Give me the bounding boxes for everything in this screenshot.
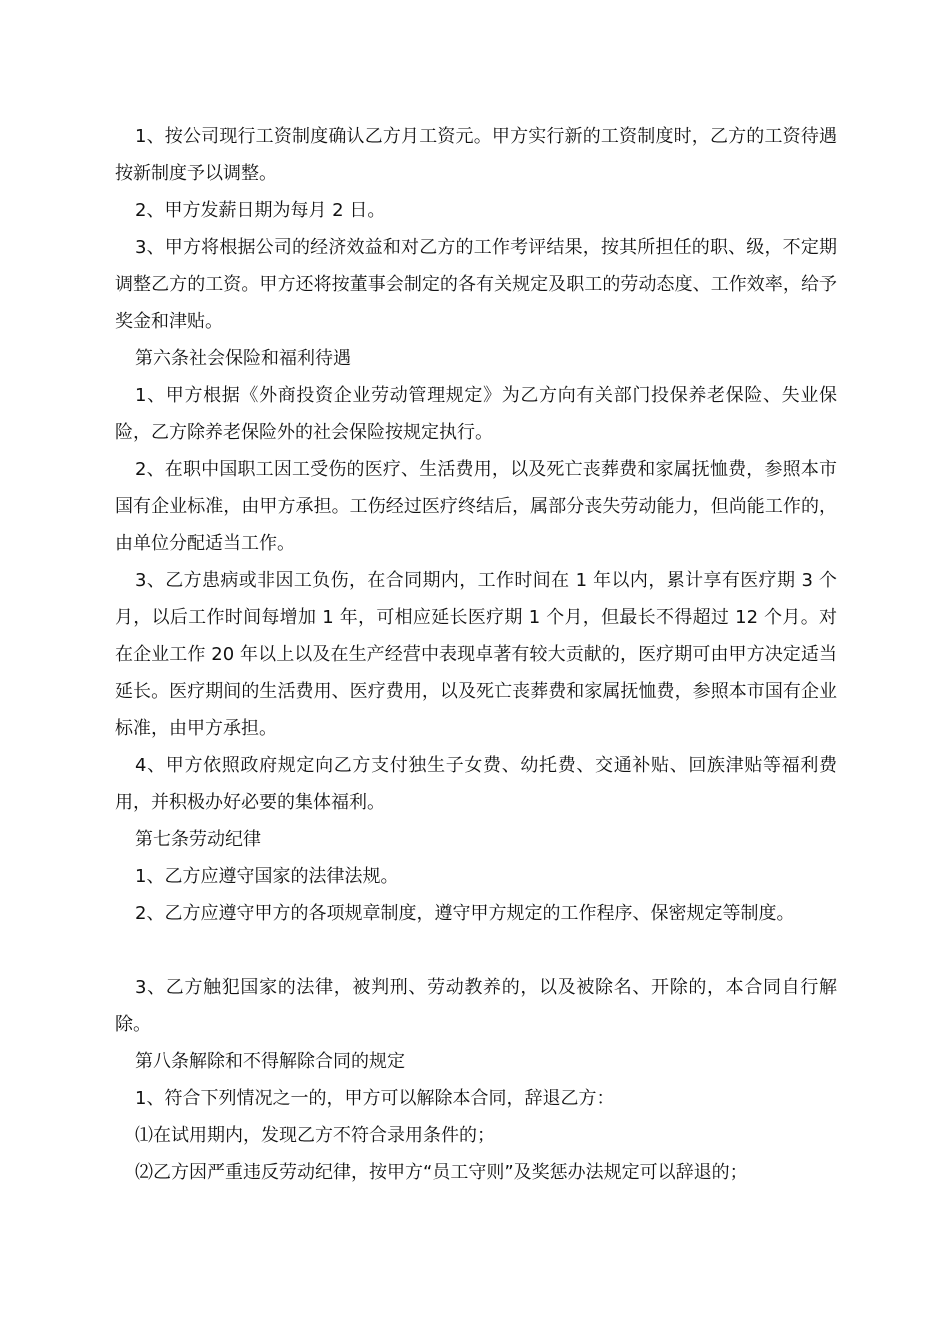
- heading-article-8: 第八条解除和不得解除合同的规定: [135, 1051, 405, 1072]
- paragraph-insurance: 1、甲方根据《外商投资企业劳动管理规定》为乙方向有关部门投保养老保险、失业保险，乙方除养老保险外的社会保险按规定执行。: [115, 385, 837, 443]
- blank-line: [115, 932, 837, 969]
- paragraph-pay-date: 2、甲方发薪日期为每月 2 日。: [135, 200, 386, 221]
- list-item-probation: ⑴在试用期内，发现乙方不符合录用条件的；: [135, 1125, 495, 1146]
- list-item-discipline: ⑵乙方因严重违反劳动纪律，按甲方“员工守则”及奖惩办法规定可以辞退的；: [135, 1162, 748, 1183]
- paragraph-sick-leave: 3、乙方患病或非因工负伤，在合同期内，工作时间在 1 年以内，累计享有医疗期 3 个月，以后工作时间每增加 1 年，可相应延长医疗期 1 个月，但最长不得超过 12 个月。对在企业工作 20 年以上以及在生产经营中表现卓著有较大贡献的，医疗期可由甲方决定适当延长。医疗期间的生活费用、医疗费用，以及死亡丧葬费和家属抚恤费，参照本市国有企业标准，由甲方承担。: [115, 570, 837, 739]
- heading-article-6: 第六条社会保险和福利待遇: [135, 348, 351, 369]
- paragraph-dismissal-conditions: 1、符合下列情况之一的，甲方可以解除本合同，辞退乙方：: [135, 1088, 615, 1109]
- paragraph-contract-termination-law: 3、乙方触犯国家的法律，被判刑、劳动教养的，以及被除名、开除的，本合同自行解除。: [115, 977, 837, 1035]
- paragraph-salary-adjustment: 3、甲方将根据公司的经济效益和对乙方的工作考评结果，按其所担任的职、级，不定期调整乙方的工资。甲方还将按董事会制定的各有关规定及职工的劳动态度、工作效率，给予奖金和津贴。: [115, 237, 837, 332]
- paragraph-salary-confirmation: 1、按公司现行工资制度确认乙方月工资元。甲方实行新的工资制度时，乙方的工资待遇按新制度予以调整。: [115, 126, 837, 184]
- heading-article-7: 第七条劳动纪律: [135, 829, 261, 850]
- paragraph-obey-law: 1、乙方应遵守国家的法律法规。: [135, 866, 399, 887]
- paragraph-obey-rules: 2、乙方应遵守甲方的各项规章制度，遵守甲方规定的工作程序、保密规定等制度。: [135, 903, 795, 924]
- paragraph-work-injury: 2、在职中国职工因工受伤的医疗、生活费用，以及死亡丧葬费和家属抚恤费，参照本市国有企业标准，由甲方承担。工伤经过医疗终结后，属部分丧失劳动能力，但尚能工作的，由单位分配适当工作。: [115, 459, 837, 554]
- document-body: [115, 118, 837, 1191]
- paragraph-welfare: 4、甲方依照政府规定向乙方支付独生子女费、幼托费、交通补贴、回族津贴等福利费用，并积极办好必要的集体福利。: [115, 755, 837, 813]
